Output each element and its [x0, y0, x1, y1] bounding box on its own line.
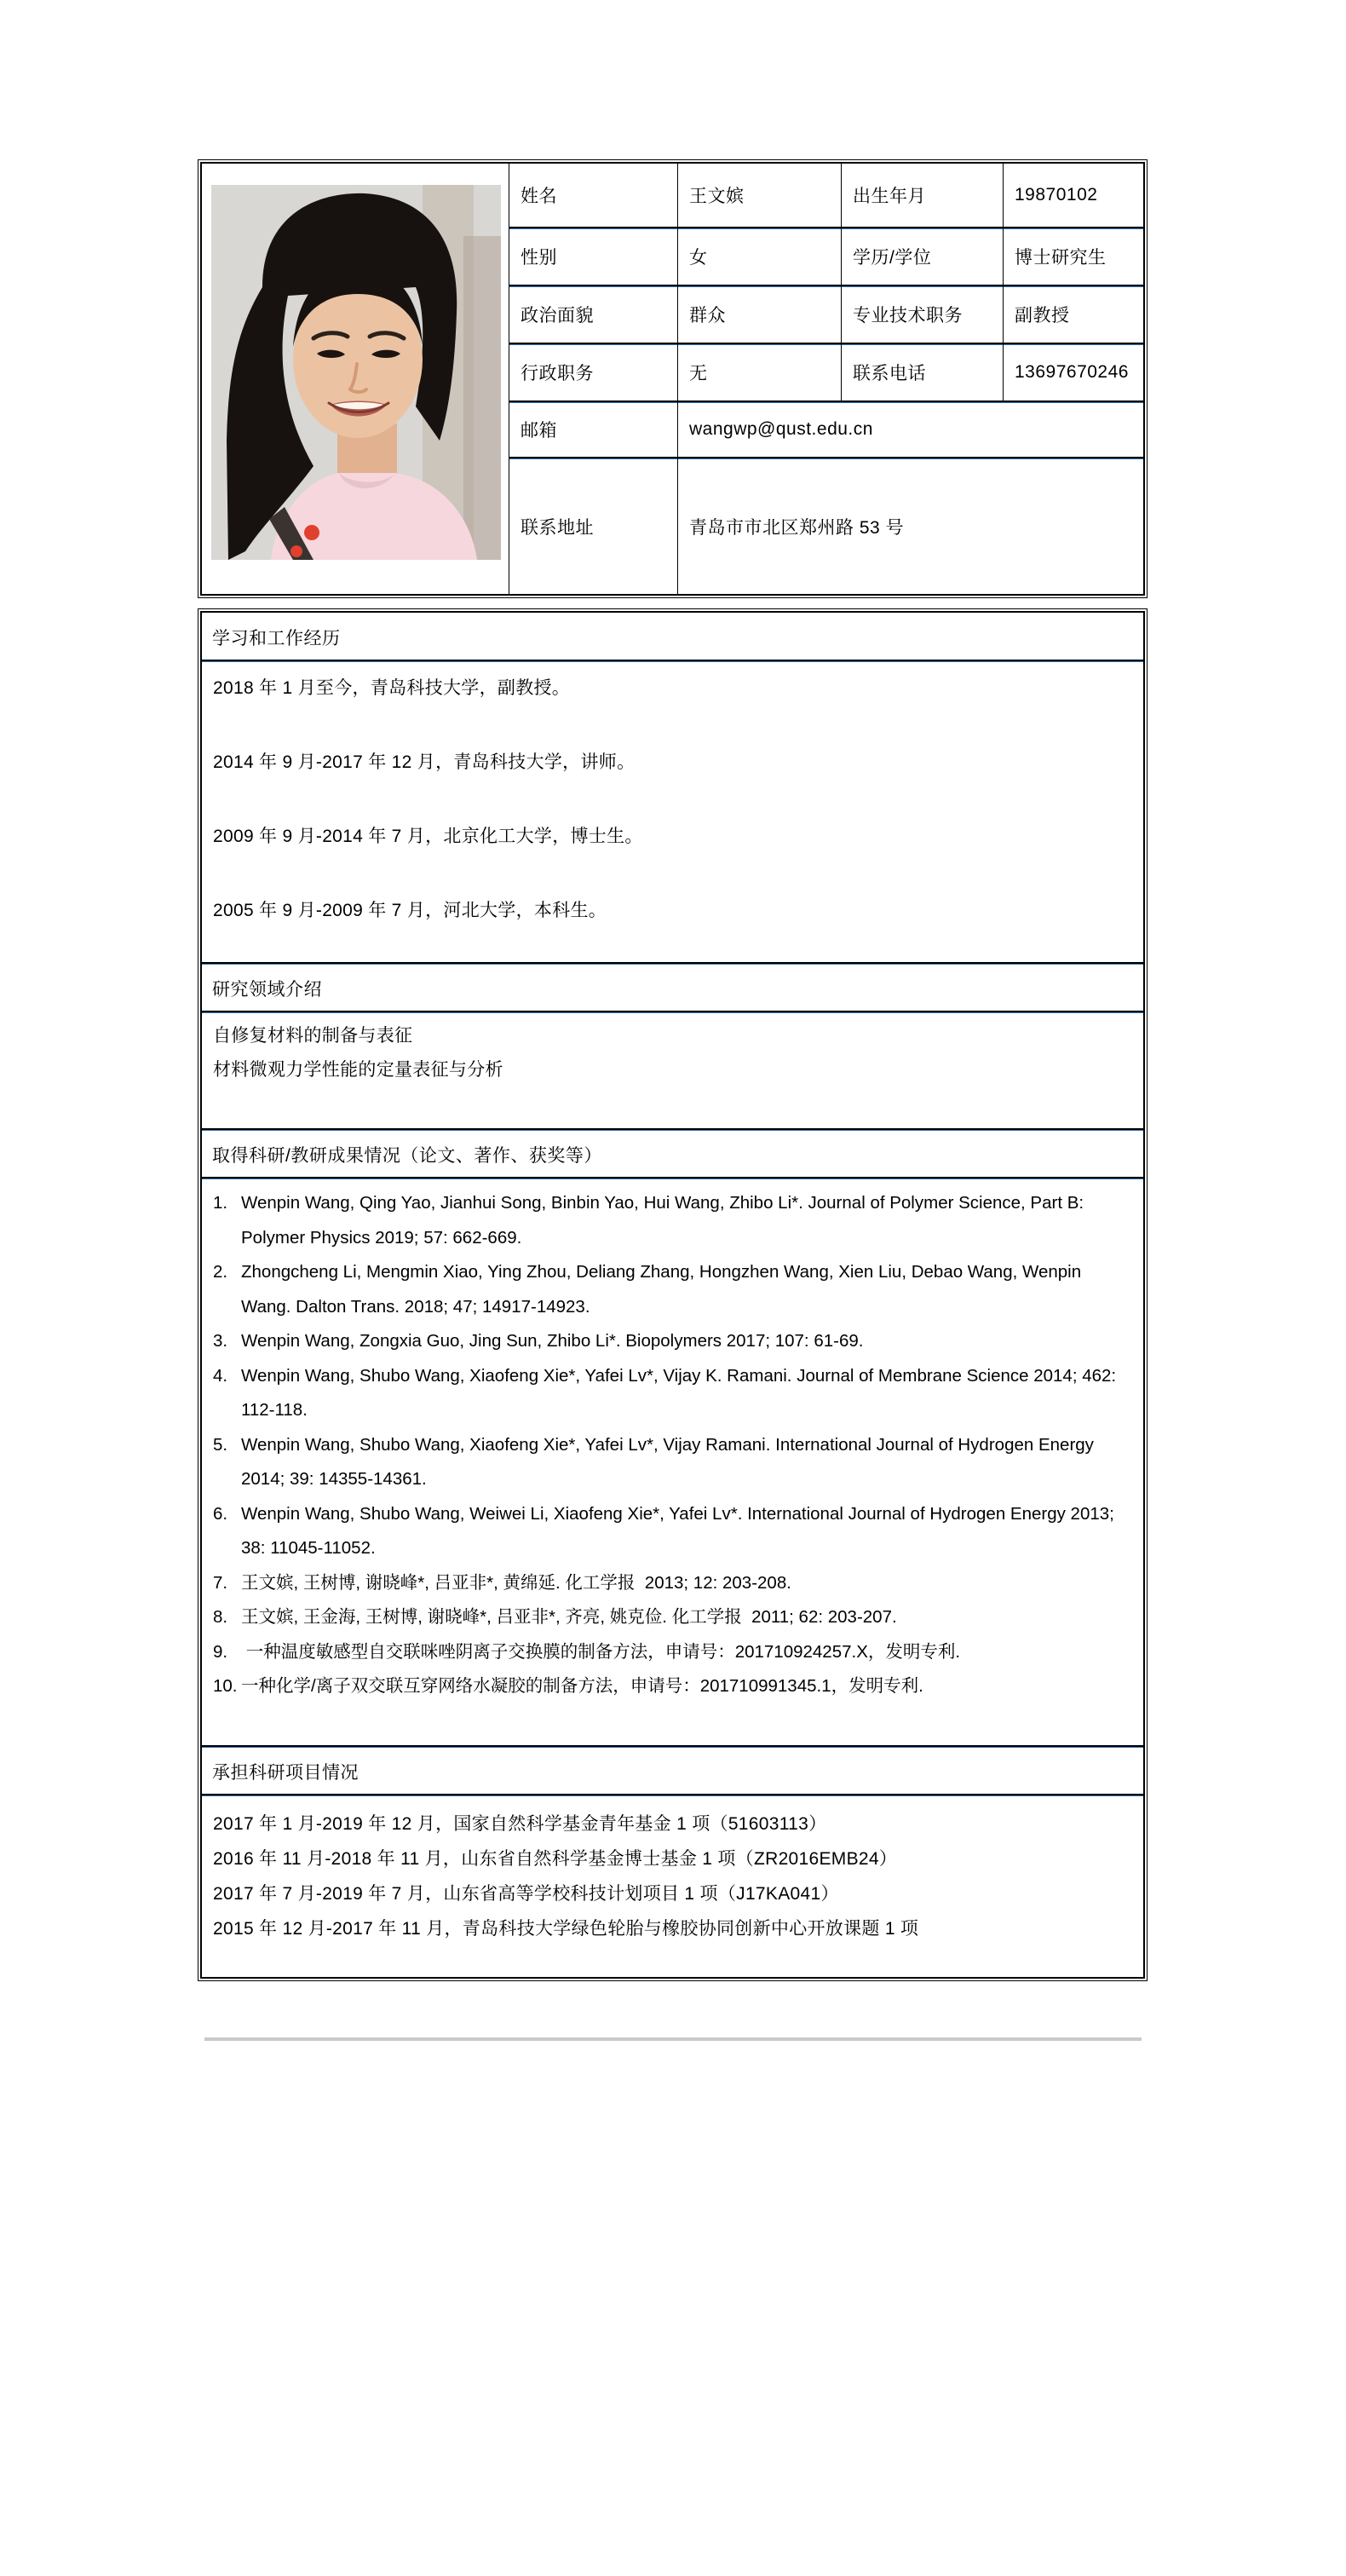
- publication-text: Wenpin Wang, Shubo Wang, Weiwei Li, Xiaofeng Xie*, Yafei Lv*. International Journal of Hydrogen Energy 2013; 38: 11045-11052.: [241, 1503, 1119, 1558]
- publication-number: 3.: [213, 1331, 228, 1351]
- address-label: 联系地址: [509, 458, 678, 594]
- publication-text: 王文嫔, 王金海, 王树博, 谢晓峰*, 吕亚非*, 齐亮, 姚克俭. 化工学报 2011; 62: 203-207.: [241, 1607, 897, 1627]
- section-body-experience: [202, 661, 1143, 964]
- email-label: 邮箱: [509, 402, 678, 457]
- publication-text: Zhongcheng Li, Mengmin Xiao, Ying Zhou, Deliang Zhang, Hongzhen Wang, Xien Liu, Debao Wang, Wenpin Wang. Dalton Trans. 2018; 47; 14917-14923.: [241, 1262, 1086, 1317]
- section-title-projects: 承担科研项目情况: [202, 1747, 1143, 1795]
- publication-item: [202, 1186, 1143, 1255]
- publication-item: [202, 1324, 1143, 1359]
- publication-number: 9.: [213, 1641, 228, 1662]
- row-name-birth: [509, 164, 1143, 228]
- degree-value: 博士研究生: [1015, 248, 1107, 268]
- publication-number: 2.: [213, 1262, 228, 1282]
- address-value: 青岛市市北区郑州路 53 号: [689, 517, 905, 538]
- publication-number: 10.: [213, 1676, 238, 1696]
- profile-info-box: [198, 159, 1148, 598]
- row-address: [509, 458, 1143, 594]
- phone-label: 联系电话: [842, 344, 1004, 401]
- publication-item: [202, 1566, 1143, 1601]
- section-title-experience: 学习和工作经历: [202, 613, 1143, 661]
- title-label: 专业技术职务: [842, 286, 1004, 343]
- publication-text: 一种化学/离子双交联互穿网络水凝胶的制备方法，申请号：201710991345.1，发明专利.: [241, 1676, 923, 1696]
- publication-number: 5.: [213, 1434, 228, 1455]
- row-email: [509, 402, 1143, 458]
- bottom-divider-rule: [204, 2037, 1142, 2041]
- cv-sections-box: [198, 608, 1148, 1981]
- name-value: 王文嫔: [678, 164, 842, 227]
- political-value: 群众: [678, 286, 842, 343]
- admin-value: 无: [678, 344, 842, 401]
- degree-label: 学历/学位: [842, 228, 1004, 285]
- title-value: 副教授: [1015, 306, 1070, 326]
- publication-text: 王文嫔, 王树博, 谢晓峰*, 吕亚非*, 黄绵延. 化工学报 2013; 12: 203-208.: [241, 1572, 791, 1593]
- section-body-projects: [202, 1795, 1143, 1977]
- publication-text: Wenpin Wang, Shubo Wang, Xiaofeng Xie*, Yafei Lv*, Vijay Ramani. International Journal of Hydrogen Energy 2014; 39: 14355-14361.: [241, 1434, 1099, 1489]
- experience-line: 2014 年 9 月-2017 年 12 月，青岛科技大学，讲师。: [213, 752, 636, 772]
- publication-text: 一种温度敏感型自交联咪唑阴离子交换膜的制备方法，申请号：201710924257.X，发明专利.: [241, 1641, 961, 1662]
- row-political-title: [509, 286, 1143, 344]
- publication-item: [202, 1669, 1143, 1704]
- profile-photo: [211, 185, 501, 560]
- publication-item: [202, 1635, 1143, 1670]
- publication-text: Wenpin Wang, Qing Yao, Jianhui Song, Binbin Yao, Hui Wang, Zhibo Li*. Journal of Polymer Science, Part B: Polymer Physics 2019; 57: 662-669.: [241, 1193, 1089, 1248]
- publication-item: [202, 1359, 1143, 1428]
- project-line: 2016 年 11 月-2018 年 11 月，山东省自然科学基金博士基金 1 项（ZR2016EMB24）: [213, 1848, 898, 1869]
- section-title-research: 研究领域介绍: [202, 964, 1143, 1012]
- publication-item: [202, 1497, 1143, 1566]
- publication-item: [202, 1600, 1143, 1635]
- experience-line: 2009 年 9 月-2014 年 7 月，北京化工大学，博士生。: [213, 827, 643, 846]
- publication-text: Wenpin Wang, Zongxia Guo, Jing Sun, Zhibo Li*. Biopolymers 2017; 107: 61-69.: [241, 1331, 864, 1351]
- section-body-research: [202, 1012, 1143, 1130]
- admin-label: 行政职务: [509, 344, 678, 401]
- section-body-achievements: [202, 1179, 1143, 1747]
- birth-label: 出生年月: [842, 164, 1004, 227]
- publication-item: [202, 1255, 1143, 1324]
- publication-text: Wenpin Wang, Shubo Wang, Xiaofeng Xie*, Yafei Lv*, Vijay K. Ramani. Journal of Membrane Science 2014; 462: 112-118.: [241, 1365, 1121, 1420]
- publication-number: 4.: [213, 1365, 228, 1386]
- name-label: 姓名: [509, 164, 678, 227]
- research-line: 自修复材料的制备与表征: [213, 1026, 413, 1046]
- experience-line: 2005 年 9 月-2009 年 7 月，河北大学，本科生。: [213, 901, 607, 920]
- info-rows: [509, 164, 1143, 594]
- phone-value: 13697670246: [1015, 362, 1129, 382]
- publication-number: 8.: [213, 1607, 228, 1627]
- gender-label: 性别: [509, 228, 678, 285]
- publication-number: 6.: [213, 1503, 228, 1524]
- project-line: 2017 年 7 月-2019 年 7 月，山东省高等学校科技计划项目 1 项（J17KA041）: [213, 1883, 839, 1904]
- project-line: 2015 年 12 月-2017 年 11 月，青岛科技大学绿色轮胎与橡胶协同创新中心开放课题 1 项: [213, 1918, 919, 1939]
- political-label: 政治面貌: [509, 286, 678, 343]
- project-line: 2017 年 1 月-2019 年 12 月，国家自然科学基金青年基金 1 项（51603113）: [213, 1813, 827, 1834]
- gender-value: 女: [678, 228, 842, 285]
- row-gender-degree: [509, 228, 1143, 286]
- row-admin-phone: [509, 344, 1143, 402]
- research-line: 材料微观力学性能的定量表征与分析: [213, 1060, 503, 1080]
- section-title-achievements: 取得科研/教研成果情况（论文、著作、获奖等）: [202, 1130, 1143, 1179]
- email-value: wangwp@qust.edu.cn: [689, 419, 873, 439]
- birth-value: 19870102: [1015, 185, 1098, 205]
- publication-number: 7.: [213, 1572, 228, 1593]
- experience-line: 2018 年 1 月至今，青岛科技大学，副教授。: [213, 678, 571, 698]
- photo-cell: [202, 164, 509, 594]
- publication-number: 1.: [213, 1193, 228, 1213]
- publication-item: [202, 1428, 1143, 1497]
- profile-table: [202, 164, 1143, 594]
